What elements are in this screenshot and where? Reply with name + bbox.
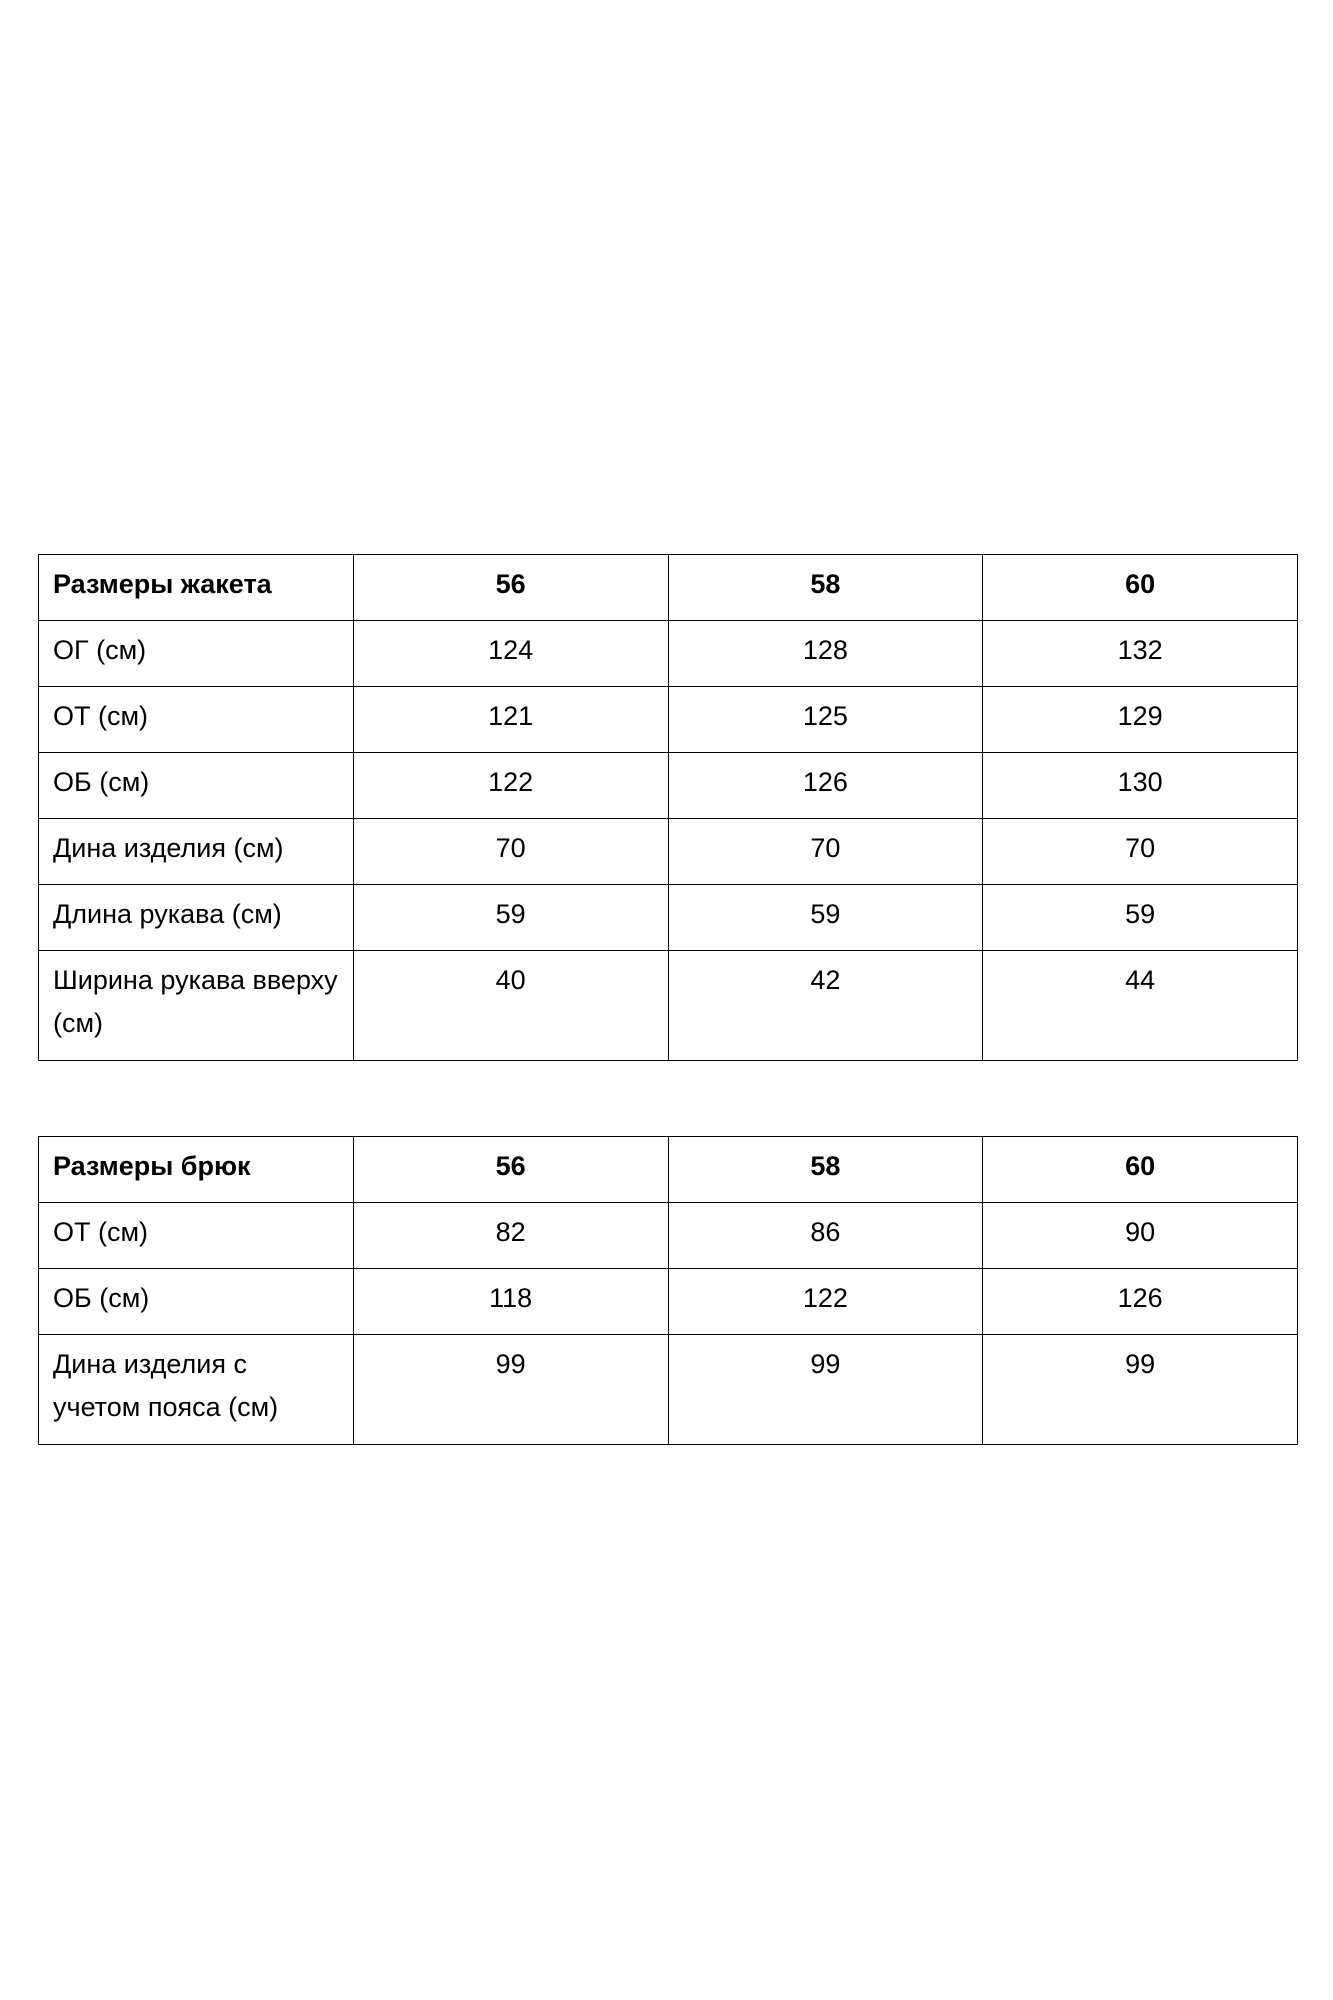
value-cell: 122 <box>668 1269 983 1335</box>
value-cell: 82 <box>353 1203 668 1269</box>
table-row <box>39 951 1298 1061</box>
value-cell: 132 <box>983 621 1298 687</box>
value-cell: 126 <box>983 1269 1298 1335</box>
row-label-cell: ОБ (см) <box>39 1269 354 1335</box>
row-label-cell: ОТ (см) <box>39 687 354 753</box>
value-cell: 59 <box>983 885 1298 951</box>
header-size-cell: 60 <box>983 555 1298 621</box>
header-size-cell: 56 <box>353 1137 668 1203</box>
value-cell: 59 <box>353 885 668 951</box>
table-row <box>39 885 1298 951</box>
header-size-cell: 58 <box>668 1137 983 1203</box>
table-row <box>39 621 1298 687</box>
row-label-cell: ОБ (см) <box>39 753 354 819</box>
value-cell: 121 <box>353 687 668 753</box>
table-row <box>39 687 1298 753</box>
value-cell: 126 <box>668 753 983 819</box>
row-label-cell: Ширина рукава вверху (см) <box>39 951 354 1061</box>
value-cell: 99 <box>668 1335 983 1445</box>
table-header-row <box>39 1137 1298 1203</box>
value-cell: 99 <box>983 1335 1298 1445</box>
table-row <box>39 819 1298 885</box>
table-header-row <box>39 555 1298 621</box>
value-cell: 86 <box>668 1203 983 1269</box>
value-cell: 44 <box>983 951 1298 1061</box>
table-row <box>39 1335 1298 1445</box>
header-size-cell: 58 <box>668 555 983 621</box>
row-label-cell: ОГ (см) <box>39 621 354 687</box>
header-label-cell: Размеры брюк <box>39 1137 354 1203</box>
value-cell: 125 <box>668 687 983 753</box>
table-row <box>39 1269 1298 1335</box>
value-cell: 59 <box>668 885 983 951</box>
value-cell: 118 <box>353 1269 668 1335</box>
table-row <box>39 1203 1298 1269</box>
header-size-cell: 60 <box>983 1137 1298 1203</box>
row-label-cell: Дина изделия с учетом пояса (см) <box>39 1335 354 1445</box>
pants-size-table <box>38 1136 1298 1445</box>
value-cell: 124 <box>353 621 668 687</box>
value-cell: 129 <box>983 687 1298 753</box>
header-size-cell: 56 <box>353 555 668 621</box>
value-cell: 122 <box>353 753 668 819</box>
value-cell: 70 <box>353 819 668 885</box>
jacket-size-table <box>38 554 1298 1061</box>
value-cell: 70 <box>668 819 983 885</box>
value-cell: 42 <box>668 951 983 1061</box>
value-cell: 90 <box>983 1203 1298 1269</box>
value-cell: 128 <box>668 621 983 687</box>
row-label-cell: ОТ (см) <box>39 1203 354 1269</box>
value-cell: 99 <box>353 1335 668 1445</box>
value-cell: 40 <box>353 951 668 1061</box>
header-label-cell: Размеры жакета <box>39 555 354 621</box>
row-label-cell: Длина рукава (см) <box>39 885 354 951</box>
value-cell: 70 <box>983 819 1298 885</box>
row-label-cell: Дина изделия (см) <box>39 819 354 885</box>
table-row <box>39 753 1298 819</box>
value-cell: 130 <box>983 753 1298 819</box>
